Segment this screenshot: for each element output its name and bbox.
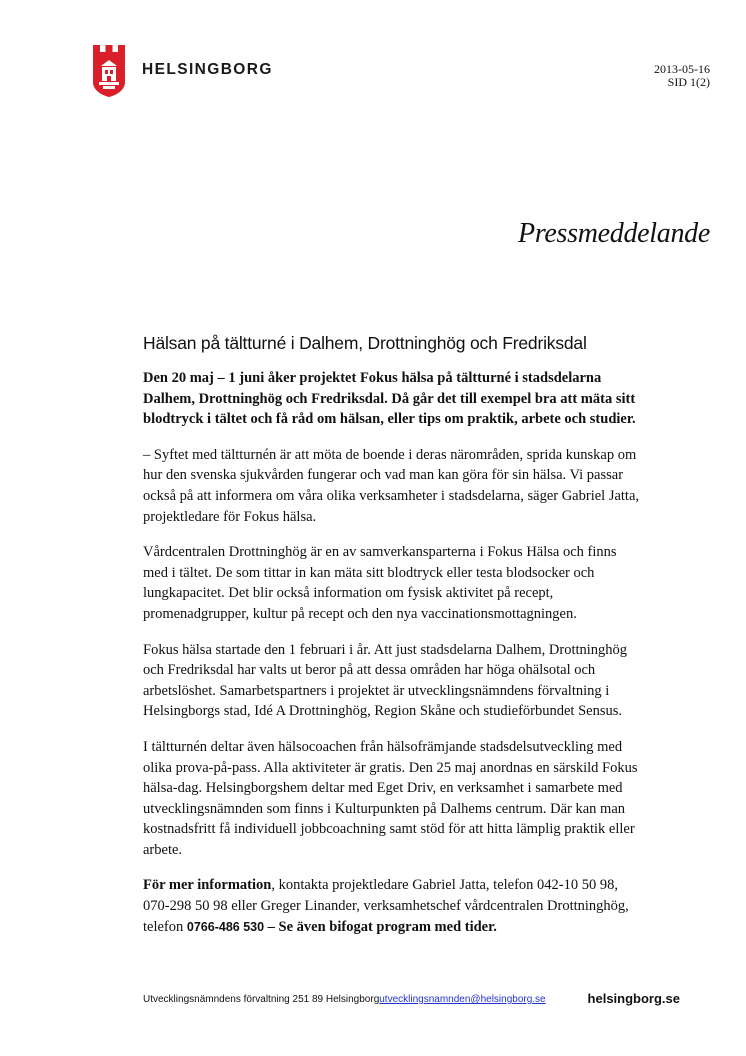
document-type-title: Pressmeddelande [518, 218, 710, 249]
lead-paragraph: Den 20 maj – 1 juni åker projektet Fokus hälsa på tältturné i stadsdelarna Dalhem, Drottninghög och Fredriksdal. Då går det till exempel bra att mäta sitt blodtryck i tältet och få råd om hälsan, eller tips om praktik, arbete och studier. [143, 370, 636, 428]
article-body [143, 368, 643, 952]
footer-email-link[interactable]: utvecklingsnamnden@helsingborg.se [379, 994, 546, 1005]
document-meta [654, 63, 710, 89]
paragraph: – Syftet med tältturnén är att möta de boende i deras närområden, sprida kunskap om hur den svenska sjukvården fungerar och vad man kan göra för sin hälsa. Vi passar också på att informera om våra olika verksamheter i stadsdelarna, säger Gabriel Jatta, projektledare för Fokus hälsa. [143, 446, 640, 525]
paragraph: Fokus hälsa startade den 1 februari i år. Att just stadsdelarna Dalhem, Drottninghög och Fredriksdal har valts ut beror på att dessa områden har höga ohälsotal och arbetslöshet. Samarbetspartners i projektet är utvecklingsnämndens förvaltning i Helsingborgs stad, Idé A Drottninghög, Region Skåne och studieförbundet Sensus. [143, 641, 628, 720]
document-date: 2013-05-16 [654, 62, 710, 76]
contact-text: , kontakta projektledare Gabriel Jatta, telefon 042-10 50 98, 070-298 50 98 eller Greger Linander, verksamhetschef vårdcentralen Drottninghög, telefon [143, 877, 629, 935]
contact-label: För mer information [143, 877, 272, 894]
contact-note: – Se även bifogat program med tider. [264, 918, 497, 935]
footer-website: helsingborg.se [587, 991, 680, 1006]
headline: Hälsan på tältturné i Dalhem, Drottninghög och Fredriksdal [143, 333, 587, 353]
contact-phone: 0766-486 530 [186, 919, 265, 934]
page-number: SID 1(2) [667, 75, 710, 89]
logo-wordmark: HELSINGBORG [142, 61, 273, 78]
contact-paragraph [143, 875, 643, 937]
footer-address-line [143, 994, 546, 1005]
footer-address: Utvecklingsnämndens förvaltning 251 89 Helsingborg [143, 994, 380, 1005]
paragraph: Vårdcentralen Drottninghög är en av samverkansparterna i Fokus Hälsa och finns med i tältet. De som tittar in kan mäta sitt blodtryck eller testa blodsocker och lungkapacitet. Det blir också information om fysisk aktivitet på recept, promenadgrupper, kultur på recept och den nya vaccinationsmottagningen. [143, 544, 617, 622]
paragraph: I tältturnén deltar även hälsocoachen från hälsofrämjande stadsdelsutveckling med olika prova-på-pass. Alla aktiviteter är gratis. Den 25 maj anordnas en särskild Fokus hälsa-dag. Helsingborgshem deltar med Eget Driv, en verksamhet i samarbete med utvecklingsnämnden som finns i Kulturpunkten på Dalhems centrum. Där kan man kostnadsfritt få individuell jobbcoachning samt stöd för att hitta lämplig praktik eller arbete. [143, 738, 638, 858]
helsingborg-crest-icon [92, 44, 126, 98]
